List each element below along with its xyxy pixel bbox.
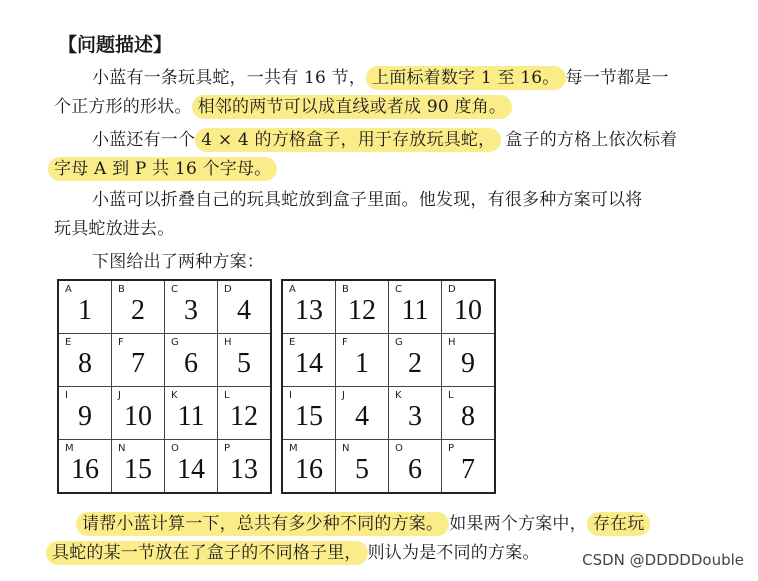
cell-letter: G [171, 337, 179, 348]
cell-number: 15 [295, 401, 323, 432]
grid-cell [58, 280, 112, 334]
grid-row [282, 334, 495, 387]
watermark: CSDN @DDDDDouble [582, 551, 744, 569]
cell-number: 4 [355, 401, 369, 432]
cell-letter: L [224, 390, 230, 401]
cell-letter: H [224, 337, 232, 348]
cell-number: 13 [230, 454, 258, 485]
highlight: 4 × 4 的方格盒子，用于存放玩具蛇， [195, 128, 501, 152]
cell-number: 8 [461, 401, 475, 432]
grid-row [58, 334, 271, 387]
cell-number: 14 [177, 454, 205, 485]
grid-row [282, 280, 495, 334]
grid-cell [336, 280, 389, 334]
cell-number: 1 [355, 348, 369, 379]
grid-row [282, 387, 495, 440]
cell-number: 3 [408, 401, 422, 432]
cell-letter: M [289, 443, 298, 454]
grid-cell [165, 387, 218, 440]
cell-letter: D [224, 284, 232, 295]
grid-cell [58, 387, 112, 440]
paragraph-2-line-1 [92, 126, 677, 155]
text: 个正方形的形状。 [54, 97, 192, 117]
cell-letter: L [448, 390, 454, 401]
grid-row [58, 440, 271, 494]
cell-number: 6 [184, 348, 198, 379]
grid-cell [282, 387, 336, 440]
grid-cell [112, 387, 165, 440]
grid-cell [442, 334, 496, 387]
grid-cell [218, 440, 272, 494]
cell-letter: C [171, 284, 178, 295]
highlight: 请帮小蓝计算一下，总共有多少种不同的方案。 [76, 512, 449, 536]
grid-cell [336, 334, 389, 387]
grid-cell [282, 440, 336, 494]
cell-letter: N [342, 443, 350, 454]
paragraph-5-line-1 [76, 510, 650, 539]
cell-letter: G [395, 337, 403, 348]
cell-number: 11 [401, 295, 429, 326]
cell-letter: J [118, 390, 121, 401]
cell-letter: E [65, 337, 72, 348]
paragraph-2-line-2 [48, 155, 277, 184]
grid-cell [112, 334, 165, 387]
grid-cell [442, 280, 496, 334]
cell-letter: J [342, 390, 345, 401]
cell-letter: B [342, 284, 349, 295]
grid-cell [112, 440, 165, 494]
cell-number: 3 [184, 295, 198, 326]
cell-letter: E [289, 337, 296, 348]
grid-cell [389, 387, 442, 440]
cell-letter: D [448, 284, 456, 295]
cell-letter: N [118, 443, 126, 454]
cell-number: 13 [295, 295, 323, 326]
cell-number: 10 [124, 401, 152, 432]
grid-cell [218, 387, 272, 440]
cell-letter: H [448, 337, 456, 348]
paragraph-4: 下图给出了两种方案： [92, 252, 264, 272]
cell-number: 2 [131, 295, 145, 326]
grid-cell [165, 334, 218, 387]
grid-row [282, 440, 495, 494]
highlight: 具蛇的某一节放在了盒子的不同格子里， [46, 541, 368, 565]
cell-letter: A [289, 284, 296, 295]
section-title: 【问题描述】 [58, 34, 173, 56]
text: 小蓝有一条玩具蛇，一共有 16 节， [92, 68, 367, 88]
grid-cell [389, 334, 442, 387]
grid-cell [282, 334, 336, 387]
paragraph-1-line-1 [92, 64, 669, 93]
cell-letter: O [395, 443, 403, 454]
cell-number: 16 [71, 454, 99, 485]
cell-number: 1 [78, 295, 92, 326]
cell-number: 9 [78, 401, 92, 432]
grid-cell [389, 280, 442, 334]
grid-cell [218, 334, 272, 387]
grid-left [57, 279, 272, 494]
grid-cell [442, 440, 496, 494]
grid-cell [112, 280, 165, 334]
text: 盒子的方格上依次标着 [505, 130, 678, 150]
cell-number: 12 [230, 401, 258, 432]
cell-letter: P [448, 443, 455, 454]
text: 则认为是不同的方案。 [367, 543, 540, 563]
grid-cell [58, 440, 112, 494]
text: 每一节都是一 [565, 68, 669, 88]
cell-number: 6 [408, 454, 422, 485]
highlight: 存在玩 [587, 512, 651, 536]
highlight: 相邻的两节可以成直线或者成 90 度角。 [192, 95, 512, 119]
text: 小蓝还有一个 [92, 130, 196, 150]
cell-number: 15 [124, 454, 152, 485]
cell-number: 10 [454, 295, 482, 326]
cell-letter: K [171, 390, 178, 401]
cell-number: 4 [237, 295, 251, 326]
cell-number: 7 [131, 348, 145, 379]
grid-cell [165, 440, 218, 494]
text: 如果两个方案中， [449, 514, 587, 534]
cell-number: 7 [461, 454, 475, 485]
cell-letter: I [65, 390, 68, 401]
paragraph-5-line-2 [46, 539, 540, 568]
cell-number: 12 [348, 295, 376, 326]
paragraph-1-line-2 [54, 93, 512, 122]
grid-row [58, 387, 271, 440]
cell-letter: P [224, 443, 231, 454]
cell-letter: A [65, 284, 72, 295]
cell-number: 5 [237, 348, 251, 379]
paragraph-3-line-1: 小蓝可以折叠自己的玩具蛇放到盒子里面。他发现，有很多种方案可以将 [92, 190, 643, 210]
cell-letter: O [171, 443, 179, 454]
grid-cell [218, 280, 272, 334]
cell-letter: C [395, 284, 402, 295]
cell-number: 14 [295, 348, 323, 379]
cell-number: 2 [408, 348, 422, 379]
cell-number: 8 [78, 348, 92, 379]
cell-letter: M [65, 443, 74, 454]
cell-letter: F [118, 337, 124, 348]
highlight: 上面标着数字 1 至 16。 [366, 66, 565, 90]
cell-number: 5 [355, 454, 369, 485]
grid-right [281, 279, 496, 494]
grid-cell [336, 387, 389, 440]
grid-cell [442, 387, 496, 440]
grid-cell [165, 280, 218, 334]
paragraph-3-line-2: 玩具蛇放进去。 [54, 219, 175, 239]
grid-cell [389, 440, 442, 494]
cell-letter: F [342, 337, 348, 348]
grid-cell [282, 280, 336, 334]
grid-cell [336, 440, 389, 494]
cell-letter: K [395, 390, 402, 401]
cell-number: 11 [177, 401, 205, 432]
cell-letter: B [118, 284, 125, 295]
highlight: 字母 A 到 P 共 16 个字母。 [48, 157, 277, 181]
grid-row [58, 280, 271, 334]
cell-letter: I [289, 390, 292, 401]
cell-number: 16 [295, 454, 323, 485]
cell-number: 9 [461, 348, 475, 379]
grid-cell [58, 334, 112, 387]
